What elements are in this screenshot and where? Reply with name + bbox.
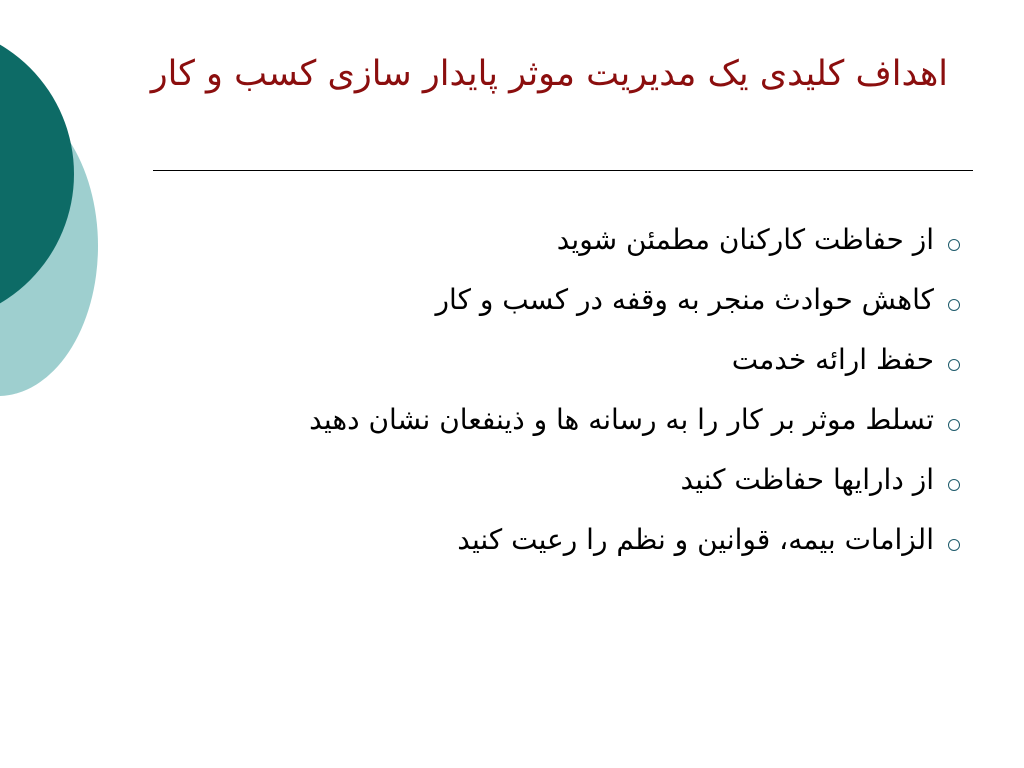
bullet-circle-icon: [948, 239, 960, 251]
bullet-text: از حفاظت کارکنان مطمئن شوید: [556, 223, 934, 256]
bullet-item: [160, 270, 960, 330]
bullet-item: [160, 210, 960, 270]
bullet-circle-icon: [948, 479, 960, 491]
bullet-item: [160, 510, 960, 570]
bullet-text: کاهش حوادث منجر به وقفه در کسب و کار: [435, 283, 934, 316]
bullet-text: الزامات بیمه، قوانین و نظم را رعیت کنید: [457, 523, 934, 556]
bullet-circle-icon: [948, 419, 960, 431]
slide-title: اهداف کلیدی یک مدیریت موثر پایدار سازی کسب و کار: [150, 54, 948, 94]
bullet-item: [160, 450, 960, 510]
bullet-text: تسلط موثر بر کار را به رسانه ها و ذینفعان نشان دهید: [309, 403, 934, 436]
title-divider: [153, 170, 973, 171]
bullet-list: [160, 210, 960, 570]
bullet-item: [160, 390, 960, 450]
bullet-item: [160, 330, 960, 390]
bullet-circle-icon: [948, 299, 960, 311]
bullet-text: از دارایها حفاظت کنید: [680, 463, 934, 496]
bullet-circle-icon: [948, 539, 960, 551]
bullet-circle-icon: [948, 359, 960, 371]
bullet-text: حفظ ارائه خدمت: [731, 343, 934, 376]
